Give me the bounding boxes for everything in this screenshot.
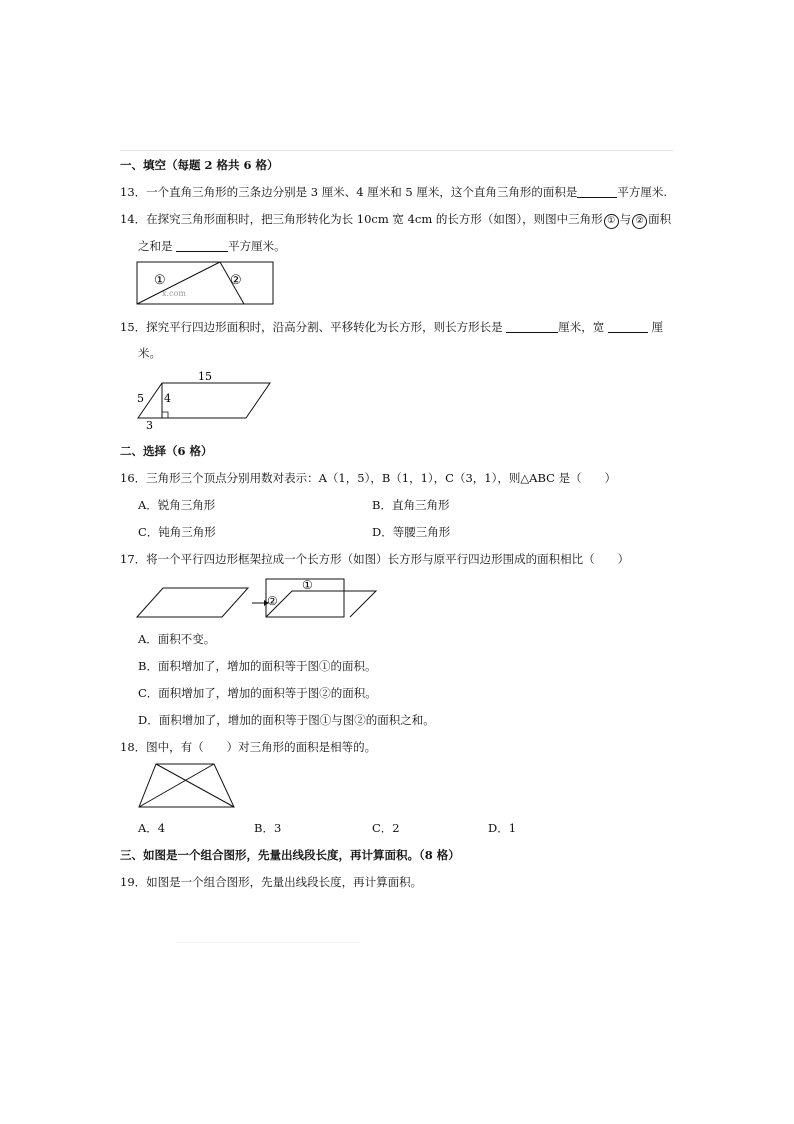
q15-height-label: 4: [164, 392, 171, 405]
question-19-stem: 19．如图是一个组合图形，先量出线段长度，再计算面积。: [120, 875, 423, 889]
q13-answer-blank[interactable]: [577, 185, 617, 198]
q13-tail: 平方厘米.: [617, 185, 668, 199]
q14-watermark: x.com: [162, 289, 186, 298]
q18-option-a[interactable]: A．4: [138, 821, 166, 835]
question-15-line1: [120, 319, 663, 335]
section-1-title: 一、填空（每题 2 格共 6 格）: [120, 158, 279, 172]
q16-option-a[interactable]: A．锐角三角形: [138, 498, 216, 512]
q14-label-1: ①: [154, 273, 166, 288]
q14-text: 14．在探究三角形面积时，把三角形转化为长 10cm 宽 4cm 的长方形（如图），则图中三角形: [120, 212, 603, 226]
question-14-line2: [138, 238, 286, 254]
q15-text: 15．探究平行四边形面积时，沿高分割、平移转化为长方形，则长方形长是: [120, 320, 503, 334]
q15-bottom-label: 3: [146, 419, 153, 432]
q18-option-c[interactable]: C．2: [372, 821, 400, 835]
q15-top-label: 15: [198, 370, 212, 383]
question-17-stem: 17．将一个平行四边形框架拉成一个长方形（如图）长方形与原平行四边形围成的面积相比（ ）: [120, 552, 630, 566]
q18-option-b[interactable]: B．3: [254, 821, 282, 835]
q15-side-label: 5: [137, 392, 144, 405]
section-3-title: 三、如图是一个组合图形，先量出线段长度，再计算面积。（8 格）: [120, 848, 460, 862]
question-16-stem: 16．三角形三个顶点分别用数对表示：A（1，5），B（1，1），C（3，1），则△ABC 是（ ）: [120, 471, 617, 485]
q15-right-angle: [162, 412, 168, 418]
q18-trapezoid-figure: [136, 760, 236, 810]
q13-text: 13．一个直角三角形的三条边分别是 3 厘米、4 厘米和 5 厘米，这个直角三角形的面积是: [120, 185, 578, 199]
q16-option-d[interactable]: D．等腰三角形: [372, 525, 451, 539]
q14-answer-blank[interactable]: [176, 239, 228, 252]
circled-one: ①: [604, 214, 619, 229]
q17-parallelogram-overlay: [266, 591, 376, 617]
q14-line2-pre: 之和是: [138, 239, 173, 253]
q18-diagonal-2: [139, 764, 214, 807]
q17-option-a[interactable]: A．面积不变。: [138, 632, 216, 646]
q15-length-blank[interactable]: [506, 320, 558, 333]
question-14-line1: [120, 211, 671, 229]
section-2-title: 二、选择（6 格）: [120, 444, 213, 458]
question-15-line2: 米。: [138, 346, 161, 360]
q18-diagonal-1: [156, 764, 234, 807]
q14-line2-tail: 平方厘米。: [228, 239, 286, 253]
q14-mianji: 面积: [648, 212, 672, 226]
q17-figure: [136, 576, 381, 620]
q14-rectangle-figure: [136, 260, 276, 306]
q17-option-c[interactable]: C．面积增加了，增加的面积等于图②的面积。: [138, 686, 377, 700]
q15-parallelogram: [138, 383, 270, 418]
bottom-faint-line: [176, 942, 360, 943]
q15-parallelogram-figure: [130, 368, 280, 432]
q17-original-parallelogram: [137, 588, 248, 617]
q17-option-b[interactable]: B．面积增加了，增加的面积等于图①的面积。: [138, 659, 377, 673]
q16-option-b[interactable]: B．直角三角形: [372, 498, 450, 512]
q15-width-blank[interactable]: [608, 320, 648, 333]
q16-option-c[interactable]: C．钝角三角形: [138, 525, 216, 539]
q18-trapezoid: [139, 764, 234, 807]
question-18-stem: 18．图中，有（ ）对三角形的面积是相等的。: [120, 740, 377, 754]
q14-label-2: ②: [230, 273, 242, 288]
q17-label-1: ①: [302, 578, 313, 592]
top-divider: [120, 150, 674, 151]
question-13: [120, 184, 667, 200]
q14-yu: 与: [619, 212, 632, 226]
q17-option-d[interactable]: D．面积增加了，增加的面积等于图①与图②的面积之和。: [138, 713, 435, 727]
circled-two: ②: [632, 214, 647, 229]
q15-tail: 厘: [651, 320, 664, 334]
q15-mid: 厘米，宽: [558, 320, 605, 334]
q17-label-2: ②: [267, 594, 278, 608]
q18-option-d[interactable]: D．1: [488, 821, 517, 835]
